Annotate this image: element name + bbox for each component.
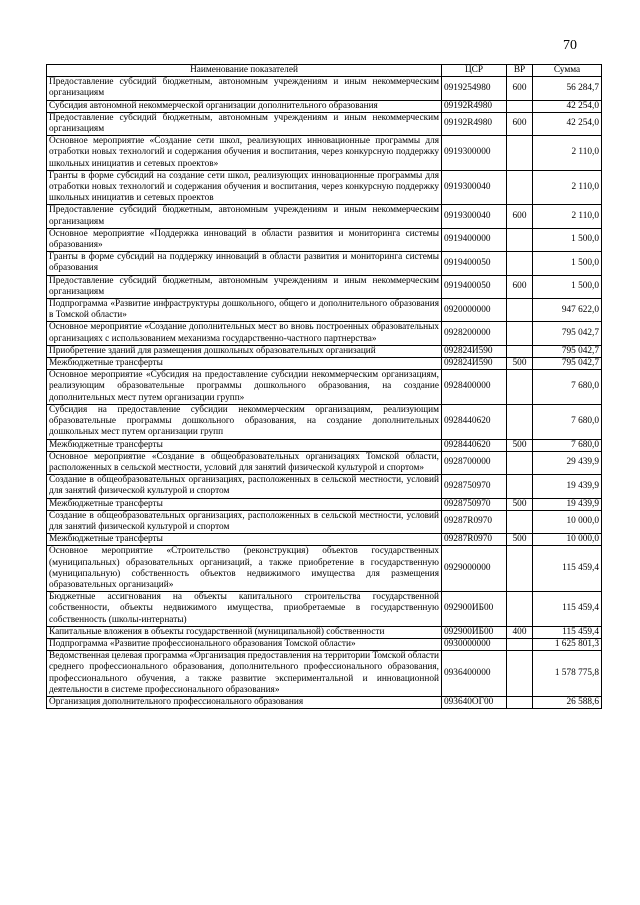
cell-vr [507, 345, 533, 357]
cell-vr: 500 [507, 439, 533, 451]
cell-csr: 0930000000 [442, 638, 507, 650]
cell-sum: 947 622,0 [533, 299, 602, 322]
cell-name: Предоставление субсидий бюджетным, автономным учреждениям и иным некоммерческим организациям [47, 275, 442, 298]
cell-name: Основное мероприятие «Создание дополнительных мест во вновь построенных образовательных организациях с использованием механизма государственно-частного партнерства» [47, 322, 442, 345]
cell-vr: 400 [507, 626, 533, 638]
cell-vr [507, 404, 533, 439]
cell-vr: 600 [507, 205, 533, 228]
cell-sum: 10 000,0 [533, 534, 602, 546]
table-row [47, 404, 602, 439]
cell-csr: 0919400000 [442, 228, 507, 251]
cell-name: Основное мероприятие «Создание сети школ, реализующих инновационные программы для отработки новых технологий и содержания обучения и воспитания, через конкурсную поддержку школьных инициатив и сетевых проектов» [47, 136, 442, 171]
cell-csr: 0919300040 [442, 170, 507, 205]
cell-name: Капитальные вложения в объекты государственной (муниципальной) собственности [47, 626, 442, 638]
table-row [47, 592, 602, 627]
cell-csr: 092900ИБ00 [442, 626, 507, 638]
table-row [47, 370, 602, 405]
cell-csr: 0920000000 [442, 299, 507, 322]
cell-csr: 0928700000 [442, 451, 507, 474]
cell-csr: 0919400050 [442, 275, 507, 298]
header-vr: ВР [507, 65, 533, 77]
table-row [47, 439, 602, 451]
table-row [47, 170, 602, 205]
cell-name: Основное мероприятие «Субсидия на предоставление субсидии некоммерческим организациям, реализующим образовательные программы дошкольного образования, на создание дополнительных мест путем организации групп» [47, 370, 442, 405]
cell-name: Субсидия на предоставление субсидии некоммерческим организациям, реализующим образовательные программы дошкольного образования, на создание дополнительных дошкольных мест путем организации групп [47, 404, 442, 439]
cell-vr [507, 228, 533, 251]
cell-vr [507, 651, 533, 697]
cell-csr: 092824И590 [442, 358, 507, 370]
cell-sum: 115 459,4 [533, 592, 602, 627]
cell-csr: 0919300000 [442, 136, 507, 171]
table-row [47, 322, 602, 345]
cell-name: Субсидия автономной некоммерческой организации дополнительного образования [47, 100, 442, 112]
cell-csr: 09287R0970 [442, 510, 507, 533]
cell-sum: 1 625 801,3 [533, 638, 602, 650]
cell-name: Создание в общеобразовательных организациях, расположенных в сельской местности, условий для занятий физической культурой и спортом [47, 475, 442, 498]
cell-vr: 500 [507, 534, 533, 546]
cell-vr [507, 299, 533, 322]
header-name: Наименование показателей [47, 65, 442, 77]
cell-name: Предоставление субсидий бюджетным, автономным учреждениям и иным некоммерческим организациям [47, 77, 442, 100]
page-number: 70 [563, 38, 577, 53]
cell-csr: 09287R0970 [442, 534, 507, 546]
cell-vr [507, 451, 533, 474]
cell-vr [507, 322, 533, 345]
cell-sum: 56 284,7 [533, 77, 602, 100]
cell-name: Подпрограмма «Развитие инфраструктуры дошкольного, общего и дополнительного образования в Томской области» [47, 299, 442, 322]
cell-sum: 7 680,0 [533, 404, 602, 439]
table-body [47, 77, 602, 709]
cell-csr: 09192R4980 [442, 100, 507, 112]
table-row [47, 299, 602, 322]
cell-name: Межбюджетные трансферты [47, 358, 442, 370]
cell-vr [507, 592, 533, 627]
cell-sum: 795 042,7 [533, 322, 602, 345]
table-header-row [47, 65, 602, 77]
cell-vr [507, 510, 533, 533]
cell-vr [507, 546, 533, 592]
cell-name: Организация дополнительного профессионального образования [47, 696, 442, 708]
table-row [47, 475, 602, 498]
cell-csr: 0928750970 [442, 475, 507, 498]
cell-sum: 795 042,7 [533, 345, 602, 357]
cell-vr [507, 136, 533, 171]
header-sum: Сумма [533, 65, 602, 77]
cell-sum: 115 459,4 [533, 626, 602, 638]
cell-sum: 2 110,0 [533, 136, 602, 171]
table-row [47, 112, 602, 135]
table-row [47, 205, 602, 228]
cell-vr [507, 170, 533, 205]
budget-table [46, 64, 602, 709]
cell-csr: 0936400000 [442, 651, 507, 697]
table-row [47, 358, 602, 370]
cell-csr: 0919254980 [442, 77, 507, 100]
cell-vr: 600 [507, 77, 533, 100]
cell-vr [507, 638, 533, 650]
cell-name: Межбюджетные трансферты [47, 498, 442, 510]
cell-vr [507, 100, 533, 112]
cell-sum: 2 110,0 [533, 205, 602, 228]
table-row [47, 100, 602, 112]
header-csr: ЦСР [442, 65, 507, 77]
cell-name: Основное мероприятие «Поддержка инноваций в области развития и мониторинга системы образования» [47, 228, 442, 251]
cell-csr: 09192R4980 [442, 112, 507, 135]
cell-sum: 7 680,0 [533, 370, 602, 405]
cell-name: Межбюджетные трансферты [47, 439, 442, 451]
cell-vr [507, 252, 533, 275]
table-row [47, 696, 602, 708]
cell-sum: 2 110,0 [533, 170, 602, 205]
cell-vr: 500 [507, 498, 533, 510]
table-row [47, 451, 602, 474]
cell-name: Предоставление субсидий бюджетным, автономным учреждениям и иным некоммерческим организациям [47, 205, 442, 228]
cell-sum: 1 500,0 [533, 228, 602, 251]
table-row [47, 638, 602, 650]
table-row [47, 626, 602, 638]
cell-name: Основное мероприятие «Строительство (реконструкция) объектов государственных (муниципальных) образовательных организаций, а также приобретение в государственную (муниципальную) собственность объектов недвижимого имущества для размещения образовательных организаций» [47, 546, 442, 592]
cell-name: Гранты в форме субсидий на поддержку инноваций в области развития и мониторинга системы образования [47, 252, 442, 275]
cell-sum: 29 439,9 [533, 451, 602, 474]
cell-sum: 1 500,0 [533, 252, 602, 275]
cell-sum: 1 578 775,8 [533, 651, 602, 697]
cell-vr [507, 475, 533, 498]
cell-csr: 0919300040 [442, 205, 507, 228]
cell-sum: 795 042,7 [533, 358, 602, 370]
cell-sum: 10 000,0 [533, 510, 602, 533]
cell-sum: 42 254,0 [533, 112, 602, 135]
cell-sum: 26 588,6 [533, 696, 602, 708]
cell-csr: 0928200000 [442, 322, 507, 345]
cell-csr: 0919400050 [442, 252, 507, 275]
table-row [47, 546, 602, 592]
cell-vr: 500 [507, 358, 533, 370]
cell-sum: 115 459,4 [533, 546, 602, 592]
cell-name: Бюджетные ассигнования на объекты капитального строительства государственной собственности, объекты недвижимого имущества, приобретаемые в государственную собственность (школы-интернаты) [47, 592, 442, 627]
cell-name: Подпрограмма «Развитие профессионального образования Томской области» [47, 638, 442, 650]
cell-sum: 7 680,0 [533, 439, 602, 451]
cell-name: Ведомственная целевая программа «Организация предоставления на территории Томской области среднего профессионального образования, дополнительного профессионального образования, профессионального обучения, а также развитие экспериментальной и инновационной деятельности в системе профессионального образования» [47, 651, 442, 697]
cell-sum: 19 439,9 [533, 498, 602, 510]
cell-sum: 19 439,9 [533, 475, 602, 498]
cell-vr [507, 370, 533, 405]
cell-csr: 092900ИБ00 [442, 592, 507, 627]
cell-name: Основное мероприятие «Создание в общеобразовательных организациях Томской области, расположенных в сельской местности, условий для занятий физической культурой и спортом» [47, 451, 442, 474]
cell-name: Предоставление субсидий бюджетным, автономным учреждениям и иным некоммерческим организациям [47, 112, 442, 135]
table-row [47, 228, 602, 251]
cell-vr [507, 696, 533, 708]
cell-name: Создание в общеобразовательных организациях, расположенных в сельской местности, условий для занятий физической культурой и спортом [47, 510, 442, 533]
cell-csr: 0928440620 [442, 404, 507, 439]
cell-csr: 0928750970 [442, 498, 507, 510]
table-row [47, 651, 602, 697]
cell-csr: 0928400000 [442, 370, 507, 405]
table-row [47, 252, 602, 275]
cell-name: Межбюджетные трансферты [47, 534, 442, 546]
table-row [47, 534, 602, 546]
cell-sum: 1 500,0 [533, 275, 602, 298]
cell-sum: 42 254,0 [533, 100, 602, 112]
cell-csr: 093640ОГ00 [442, 696, 507, 708]
cell-csr: 092824И590 [442, 345, 507, 357]
table-row [47, 498, 602, 510]
table-row [47, 510, 602, 533]
table-row [47, 345, 602, 357]
cell-vr: 600 [507, 112, 533, 135]
cell-csr: 0929000000 [442, 546, 507, 592]
cell-name: Гранты в форме субсидий на создание сети школ, реализующих инновационные программы для отработки новых технологий и содержания обучения и воспитания, через конкурсную поддержку школьных инициатив и сетевых проектов [47, 170, 442, 205]
table-row [47, 77, 602, 100]
table-row [47, 275, 602, 298]
cell-csr: 0928440620 [442, 439, 507, 451]
cell-name: Приобретение зданий для размещения дошкольных образовательных организаций [47, 345, 442, 357]
cell-vr: 600 [507, 275, 533, 298]
table-row [47, 136, 602, 171]
